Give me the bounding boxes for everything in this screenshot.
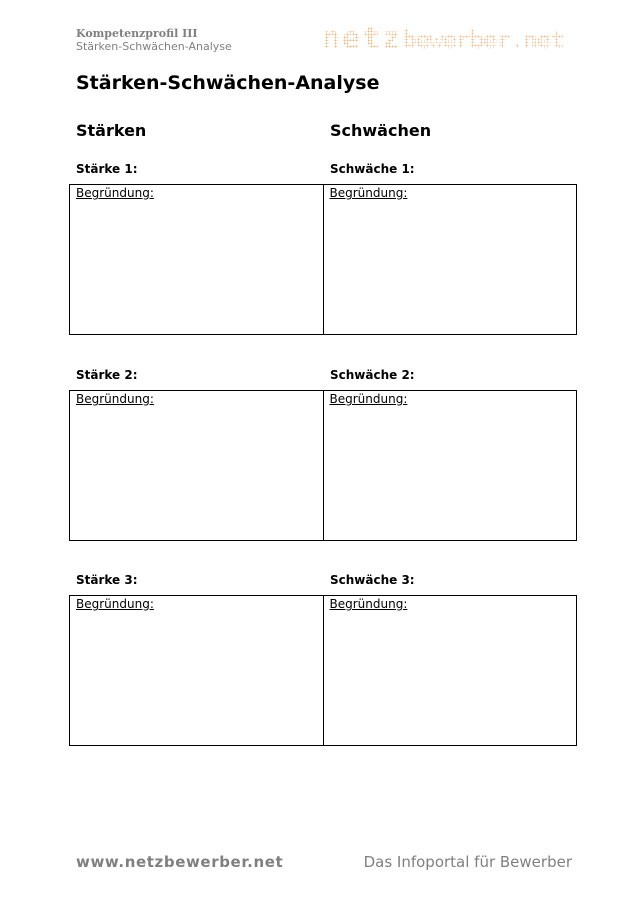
analysis-table-1 bbox=[69, 184, 577, 335]
footer-url: www.netzbewerber.net bbox=[76, 853, 284, 871]
logo-part-bewerber: bewerber.net bbox=[402, 26, 564, 54]
strength-label-2: Stärke 2: bbox=[76, 368, 138, 382]
logo-part-netz: netz bbox=[322, 21, 403, 56]
footer-tagline: Das Infoportal für Bewerber bbox=[363, 853, 572, 871]
weakness-reason-cell-3[interactable] bbox=[323, 596, 577, 745]
strength-reason-label-3: Begründung: bbox=[76, 597, 154, 611]
netzbewerber-logo bbox=[322, 21, 564, 56]
strength-reason-cell-2[interactable] bbox=[70, 391, 323, 540]
strength-reason-label-1: Begründung: bbox=[76, 186, 154, 200]
weakness-reason-label-1: Begründung: bbox=[329, 186, 408, 200]
strength-reason-cell-1[interactable] bbox=[70, 185, 323, 334]
strength-label-3: Stärke 3: bbox=[76, 573, 138, 587]
weakness-label-3: Schwäche 3: bbox=[330, 573, 415, 587]
weakness-label-1: Schwäche 1: bbox=[330, 162, 415, 176]
column-heading-strengths: Stärken bbox=[76, 121, 147, 140]
analysis-table-3 bbox=[69, 595, 577, 746]
strength-reason-label-2: Begründung: bbox=[76, 392, 154, 406]
strength-label-1: Stärke 1: bbox=[76, 162, 138, 176]
strength-reason-cell-3[interactable] bbox=[70, 596, 323, 745]
page-header bbox=[76, 27, 232, 53]
column-heading-weaknesses: Schwächen bbox=[330, 121, 432, 140]
header-profile: Kompetenzprofil III bbox=[76, 27, 198, 40]
header-document-name: Stärken-Schwächen-Analyse bbox=[76, 40, 232, 53]
analysis-table-2 bbox=[69, 390, 577, 541]
weakness-reason-cell-2[interactable] bbox=[323, 391, 577, 540]
page-title: Stärken-Schwächen-Analyse bbox=[76, 72, 380, 94]
weakness-reason-label-2: Begründung: bbox=[329, 392, 408, 406]
weakness-reason-cell-1[interactable] bbox=[323, 185, 577, 334]
weakness-label-2: Schwäche 2: bbox=[330, 368, 415, 382]
weakness-reason-label-3: Begründung: bbox=[329, 597, 408, 611]
